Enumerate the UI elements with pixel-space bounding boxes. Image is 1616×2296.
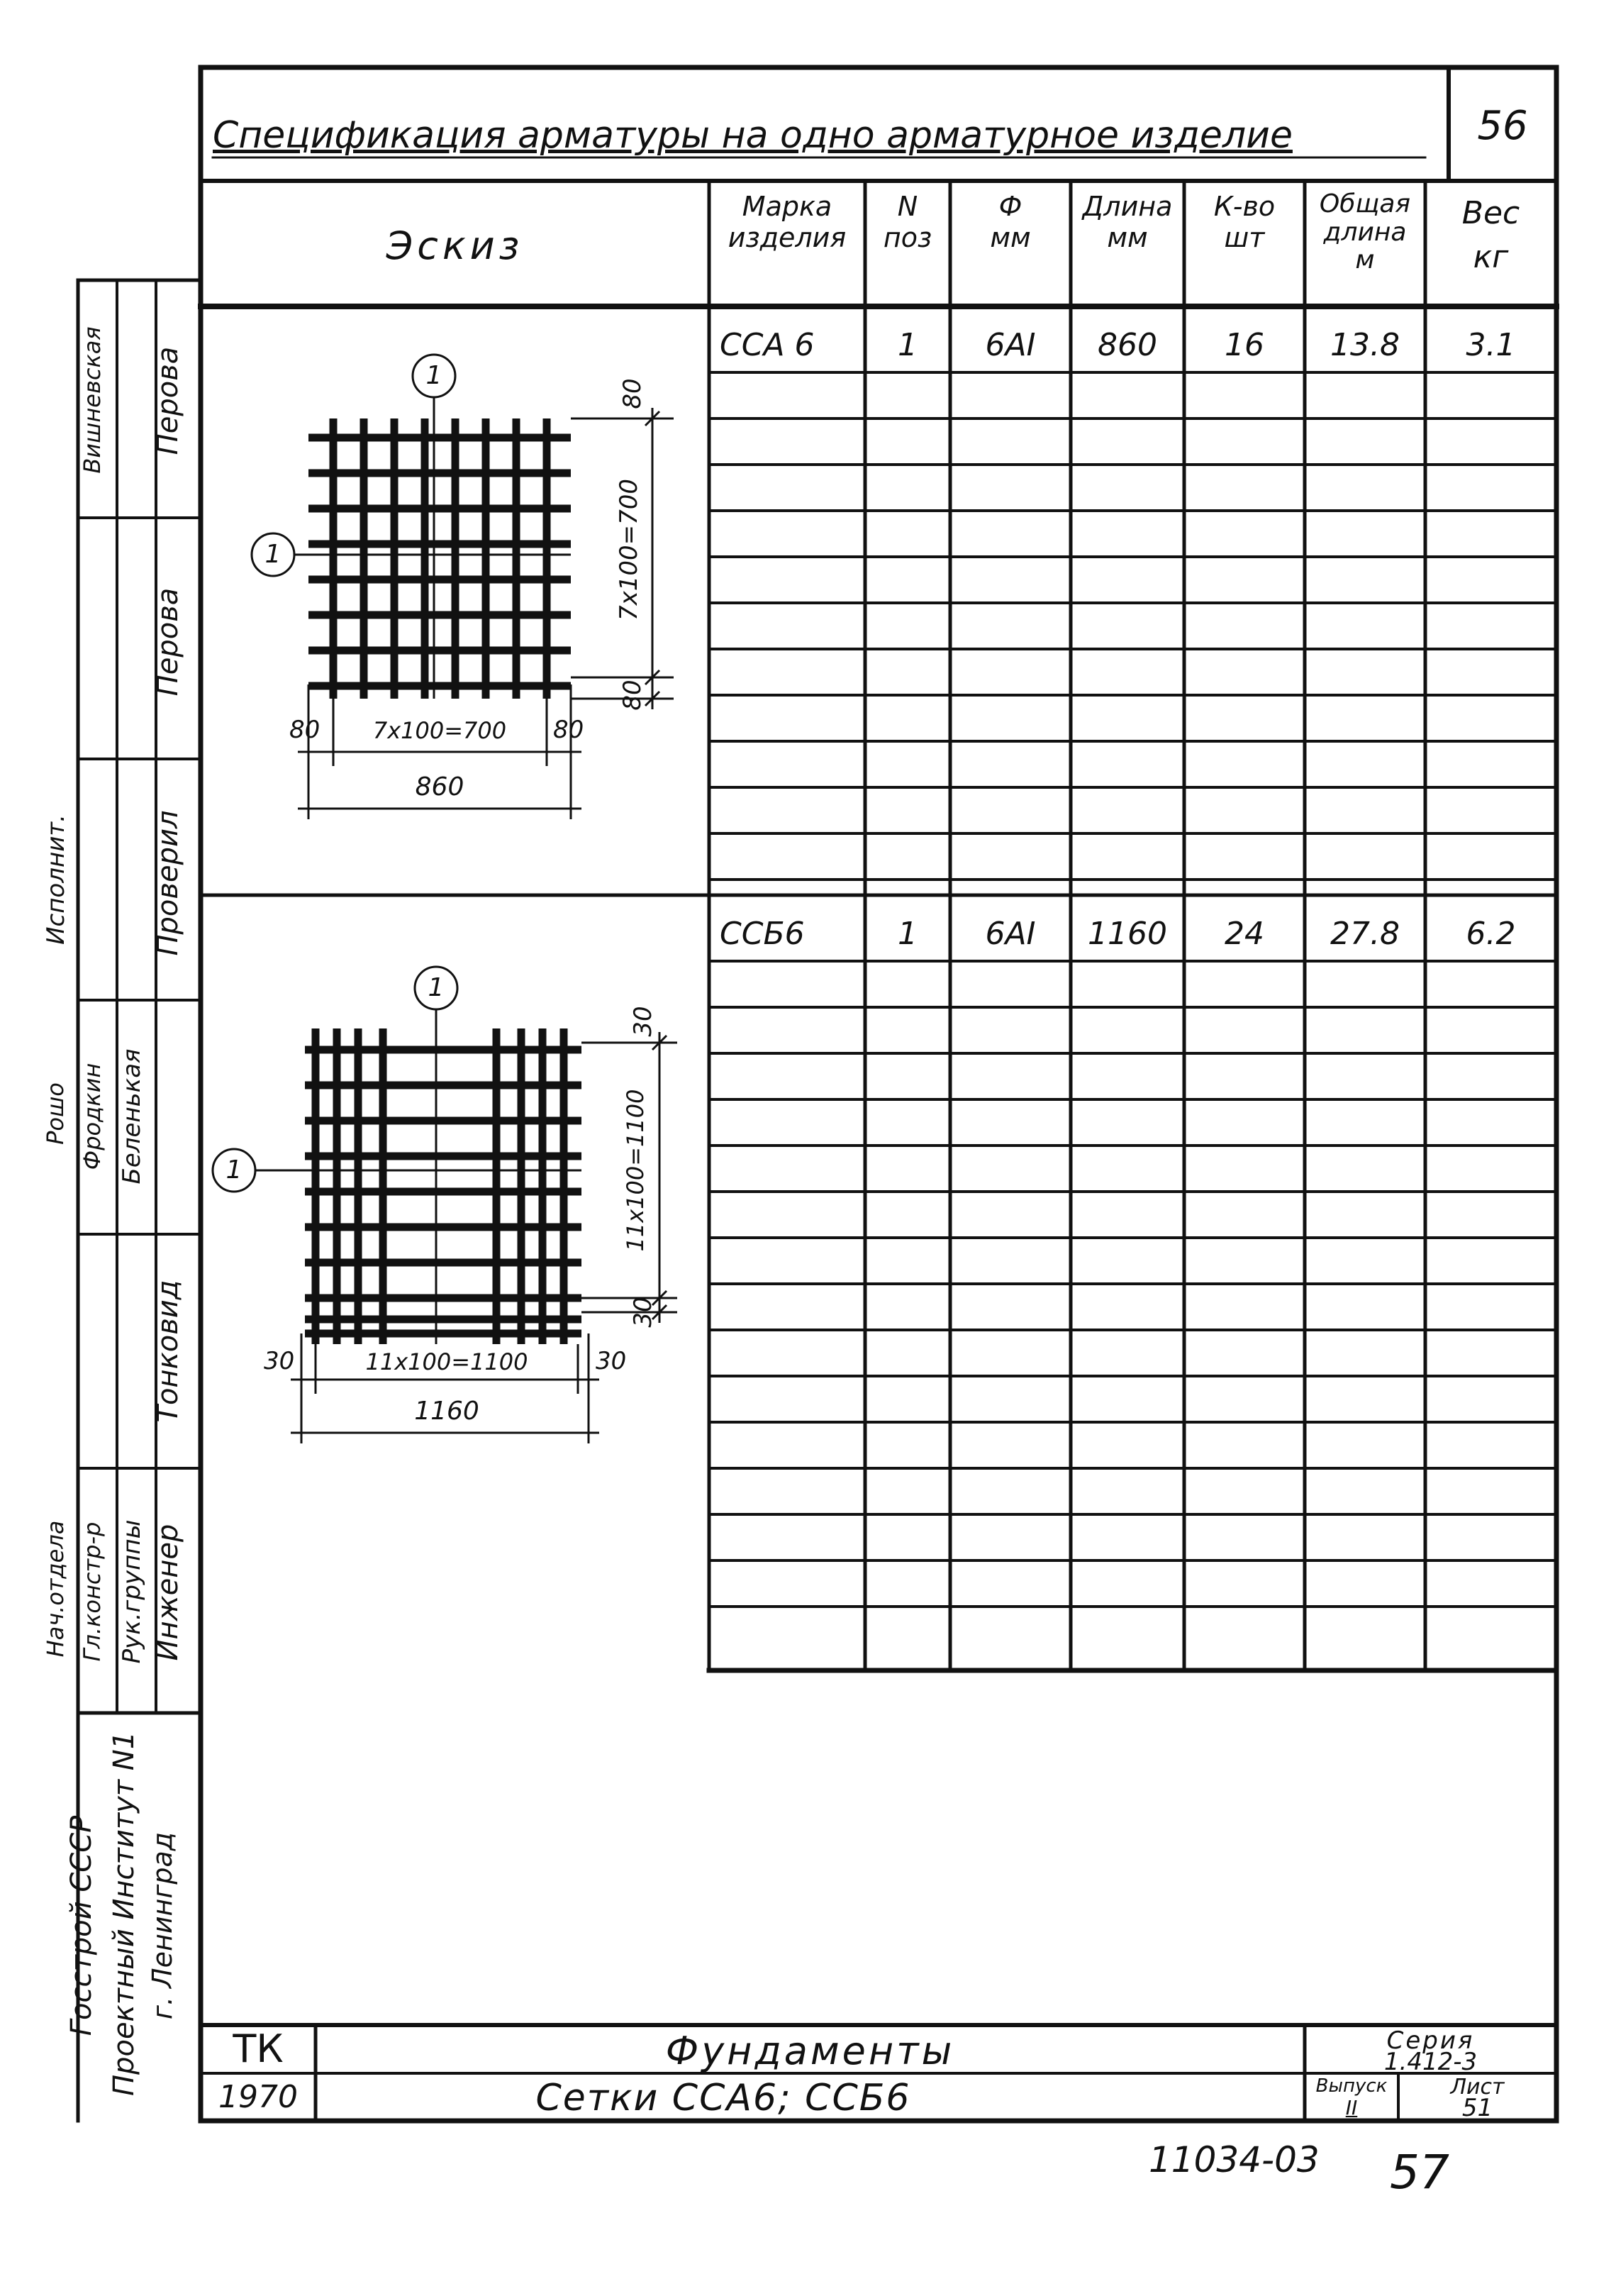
sheet-number-top: 56 xyxy=(1477,103,1528,149)
dim-bottom-left: 80 xyxy=(289,716,321,744)
col-header-total-length-l3: м xyxy=(1355,245,1375,275)
dim-bottom-right: 80 xyxy=(553,716,584,744)
cell-diameter: 6АI xyxy=(985,916,1036,952)
cell-length: 1160 xyxy=(1088,916,1167,952)
dim-total: 860 xyxy=(415,772,464,802)
stamp-checker-name: Перова xyxy=(152,346,184,455)
dim-total: 1160 xyxy=(414,1397,479,1426)
col-header-pos-l2: поз xyxy=(883,221,932,253)
footer-page-number: 57 xyxy=(1390,2145,1449,2200)
stamp-performer-name: Перова xyxy=(152,587,184,697)
col-header-diameter-l1: Ф xyxy=(998,191,1022,222)
col-header-total-length-l1: Общая xyxy=(1319,189,1411,218)
stamp-name-engineer: Тонковид xyxy=(152,1280,184,1423)
dim-right-mid: 11х100=1100 xyxy=(622,1089,649,1252)
spec-title: Спецификация арматуры на одно арматурное изделие xyxy=(213,114,1293,157)
col-header-length-l1: Длина xyxy=(1082,191,1173,222)
dim-right-top: 30 xyxy=(629,1006,657,1037)
col-header-total-length-l2: длина xyxy=(1323,217,1407,247)
org-line-2: Проектный Институт N1 xyxy=(108,1731,140,2096)
col-header-length xyxy=(1071,192,1184,253)
dim-bottom-left: 30 xyxy=(264,1347,295,1375)
col-header-mark-l1: Марка xyxy=(742,191,832,222)
col-header-count xyxy=(1184,192,1305,253)
col-header-weight-l2: кг xyxy=(1473,238,1509,275)
stamp-checked-label: Проверил xyxy=(152,810,184,956)
col-header-count-l1: К-во xyxy=(1213,191,1276,222)
title-issue-value: II xyxy=(1345,2096,1358,2119)
dim-right-mid: 7х100=700 xyxy=(615,478,643,621)
stamp-name-chief-designer: Фродкин xyxy=(79,1063,106,1170)
cell-count: 16 xyxy=(1225,327,1264,363)
dim-right-top: 80 xyxy=(618,378,647,409)
position-marker: 1 xyxy=(264,540,282,569)
mesh-sketch-ssa6 xyxy=(252,355,674,819)
stamp-role-dept-head: Нач.отдела xyxy=(42,1520,69,1658)
title-subject: Фундаменты xyxy=(665,2029,955,2073)
title-series-value: 1.412-3 xyxy=(1383,2048,1478,2076)
cell-total-length: 27.8 xyxy=(1330,916,1400,952)
title-drawing-name: Сетки ССА6; ССБ6 xyxy=(535,2077,911,2119)
org-line-3: г. Ленинград xyxy=(147,1831,178,2020)
stamp-name-dept-head: Рошо xyxy=(42,1082,69,1145)
col-header-count-l2: шт xyxy=(1224,221,1265,253)
dim-bottom-mid: 7х100=700 xyxy=(372,717,507,744)
cell-mark: ССА 6 xyxy=(720,327,815,363)
title-code: ТК xyxy=(233,2026,284,2071)
stamp-role-group-lead: Рук.группы xyxy=(118,1519,146,1664)
dim-bottom-right: 30 xyxy=(596,1347,627,1375)
cell-length: 860 xyxy=(1098,327,1157,363)
col-header-mark xyxy=(709,192,865,253)
position-marker: 1 xyxy=(225,1155,243,1185)
col-header-diameter-l2: мм xyxy=(990,221,1031,253)
sketch-header: Эскиз xyxy=(386,223,524,268)
dim-right-bottom: 80 xyxy=(618,680,647,711)
dim-bottom-mid: 11х100=1100 xyxy=(365,1348,528,1375)
col-header-pos-l1: N xyxy=(897,191,918,222)
cell-weight: 6.2 xyxy=(1466,916,1516,952)
stamp-role-chief-designer: Гл.констр-р xyxy=(79,1521,106,1662)
org-line-1: Госстрой СССР xyxy=(65,1815,98,2036)
stamp-name-group-lead: Беленькая xyxy=(118,1048,146,1185)
stamp-performed-label: Исполнит. xyxy=(42,814,70,945)
title-sheet-value: 51 xyxy=(1461,2094,1493,2122)
footer-doc-number: 11034-03 xyxy=(1149,2139,1320,2180)
cell-pos: 1 xyxy=(898,916,918,952)
title-issue-label: Выпуск xyxy=(1315,2075,1388,2097)
title-year: 1970 xyxy=(218,2079,298,2115)
col-header-weight-l1: Вес xyxy=(1461,195,1520,231)
position-marker: 1 xyxy=(428,973,445,1002)
cell-weight: 3.1 xyxy=(1466,327,1516,363)
col-header-total-length xyxy=(1305,190,1425,274)
title-series-label: Серия xyxy=(1386,2026,1475,2055)
title-sheet-label: Лист xyxy=(1450,2075,1505,2100)
col-header-mark-l2: изделия xyxy=(728,221,847,253)
cell-diameter: 6АI xyxy=(985,327,1036,363)
cell-total-length: 13.8 xyxy=(1330,327,1400,363)
cell-pos: 1 xyxy=(898,327,918,363)
col-header-length-l2: мм xyxy=(1107,221,1148,253)
col-header-pos xyxy=(865,192,950,253)
position-marker: 1 xyxy=(425,361,442,390)
col-header-diameter xyxy=(950,192,1071,253)
cell-mark: ССБ6 xyxy=(720,916,805,952)
dim-right-bottom: 30 xyxy=(629,1297,657,1328)
stamp-reviewer-name: Вишневская xyxy=(79,326,106,474)
stamp-role-engineer: Инженер xyxy=(152,1524,184,1661)
col-header-weight xyxy=(1425,192,1556,279)
cell-count: 24 xyxy=(1225,916,1264,952)
